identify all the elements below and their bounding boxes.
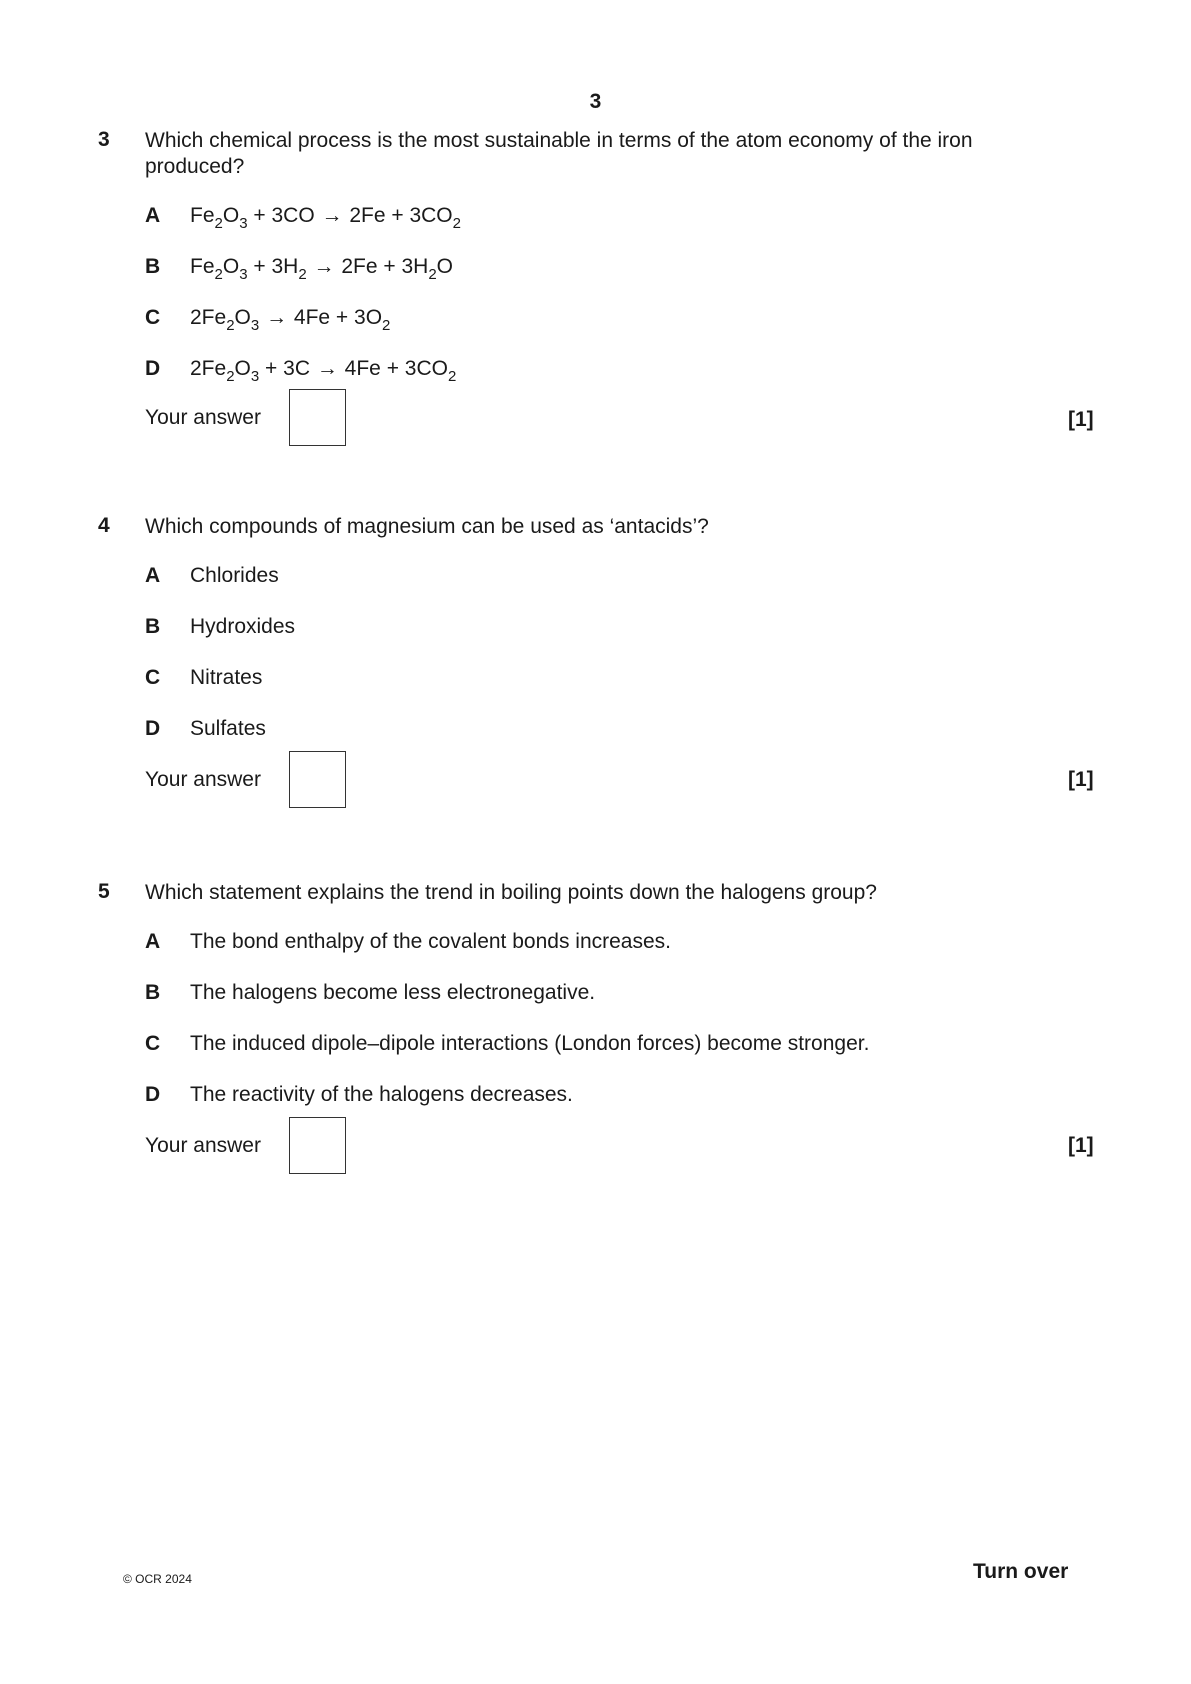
subscript: 2 [428,266,437,283]
question-stem: Which compounds of magnesium can be used as ‘antacids’? [145,515,709,538]
question-stem: Which statement explains the trend in boiling points down the halogens group? [145,881,877,904]
subscript: 2 [214,266,223,283]
reaction-arrow-icon: → [321,204,343,227]
subscript: 2 [214,215,223,232]
your-answer-label: Your answer [145,768,261,791]
subscript: 3 [250,368,260,385]
subscript: 2 [226,368,235,385]
subscript: 2 [382,317,391,334]
option-letter: C [145,1032,161,1055]
reaction-arrow-icon: → [313,255,335,278]
question-number: 4 [98,514,110,537]
subscript: 3 [250,317,260,334]
option-letter: A [145,930,161,953]
option-text: The induced dipole–dipole interactions (London forces) become stronger. [190,1032,870,1055]
option-letter: C [145,666,161,689]
question-number: 5 [98,880,110,903]
question-stem: Which chemical process is the most sustainable in terms of the atom economy of the iron produced? [145,129,973,178]
option-text: $Fe_2O_3 + 3H_2 \to 2Fe + 3H_2O$ [190,252,453,282]
question-number: 3 [98,128,110,151]
your-answer-label: Your answer [145,406,261,429]
option-text: $2Fe_2O_3 + 3C \to 4Fe + 3CO_2$ [190,354,456,384]
option-letter: D [145,1083,161,1106]
option-letter: B [145,255,161,278]
option-text: Nitrates [190,666,263,689]
option-letter: C [145,306,161,329]
option-text: $2Fe_2O_3 \to 4Fe + 3O_2$ [190,303,390,333]
option-text: The bond enthalpy of the covalent bonds increases. [190,930,671,953]
subscript: 2 [452,215,461,232]
copyright-notice: © OCR 2024 [123,1572,192,1586]
option-letter: B [145,615,161,638]
option-letter: B [145,981,161,1004]
option-letter: A [145,204,161,227]
answer-box[interactable] [289,389,346,446]
reaction-arrow-icon: → [266,306,288,329]
marks-label: [1] [1068,768,1094,791]
subscript: 2 [226,317,235,334]
answer-box[interactable] [289,751,346,808]
subscript: 2 [447,368,457,385]
reaction-arrow-icon: → [316,357,338,380]
marks-label: [1] [1068,1134,1094,1157]
option-text: Chlorides [190,564,279,587]
option-letter: D [145,357,161,380]
option-text: Hydroxides [190,615,296,638]
answer-box[interactable] [289,1117,346,1174]
option-text: The halogens become less electronegative. [190,981,596,1004]
subscript: 3 [239,266,248,283]
marks-label: [1] [1068,408,1094,431]
turn-over-label: Turn over [973,1560,1069,1583]
option-letter: A [145,564,161,587]
page-number: 3 [589,90,602,113]
option-letter: D [145,717,161,740]
option-text: The reactivity of the halogens decreases. [190,1083,573,1106]
subscript: 3 [239,215,248,232]
your-answer-label: Your answer [145,1134,261,1157]
subscript: 2 [298,266,307,283]
option-text: $Fe_2O_3 + 3CO \to 2Fe + 3CO_2$ [190,201,461,231]
option-text: Sulfates [190,717,266,740]
